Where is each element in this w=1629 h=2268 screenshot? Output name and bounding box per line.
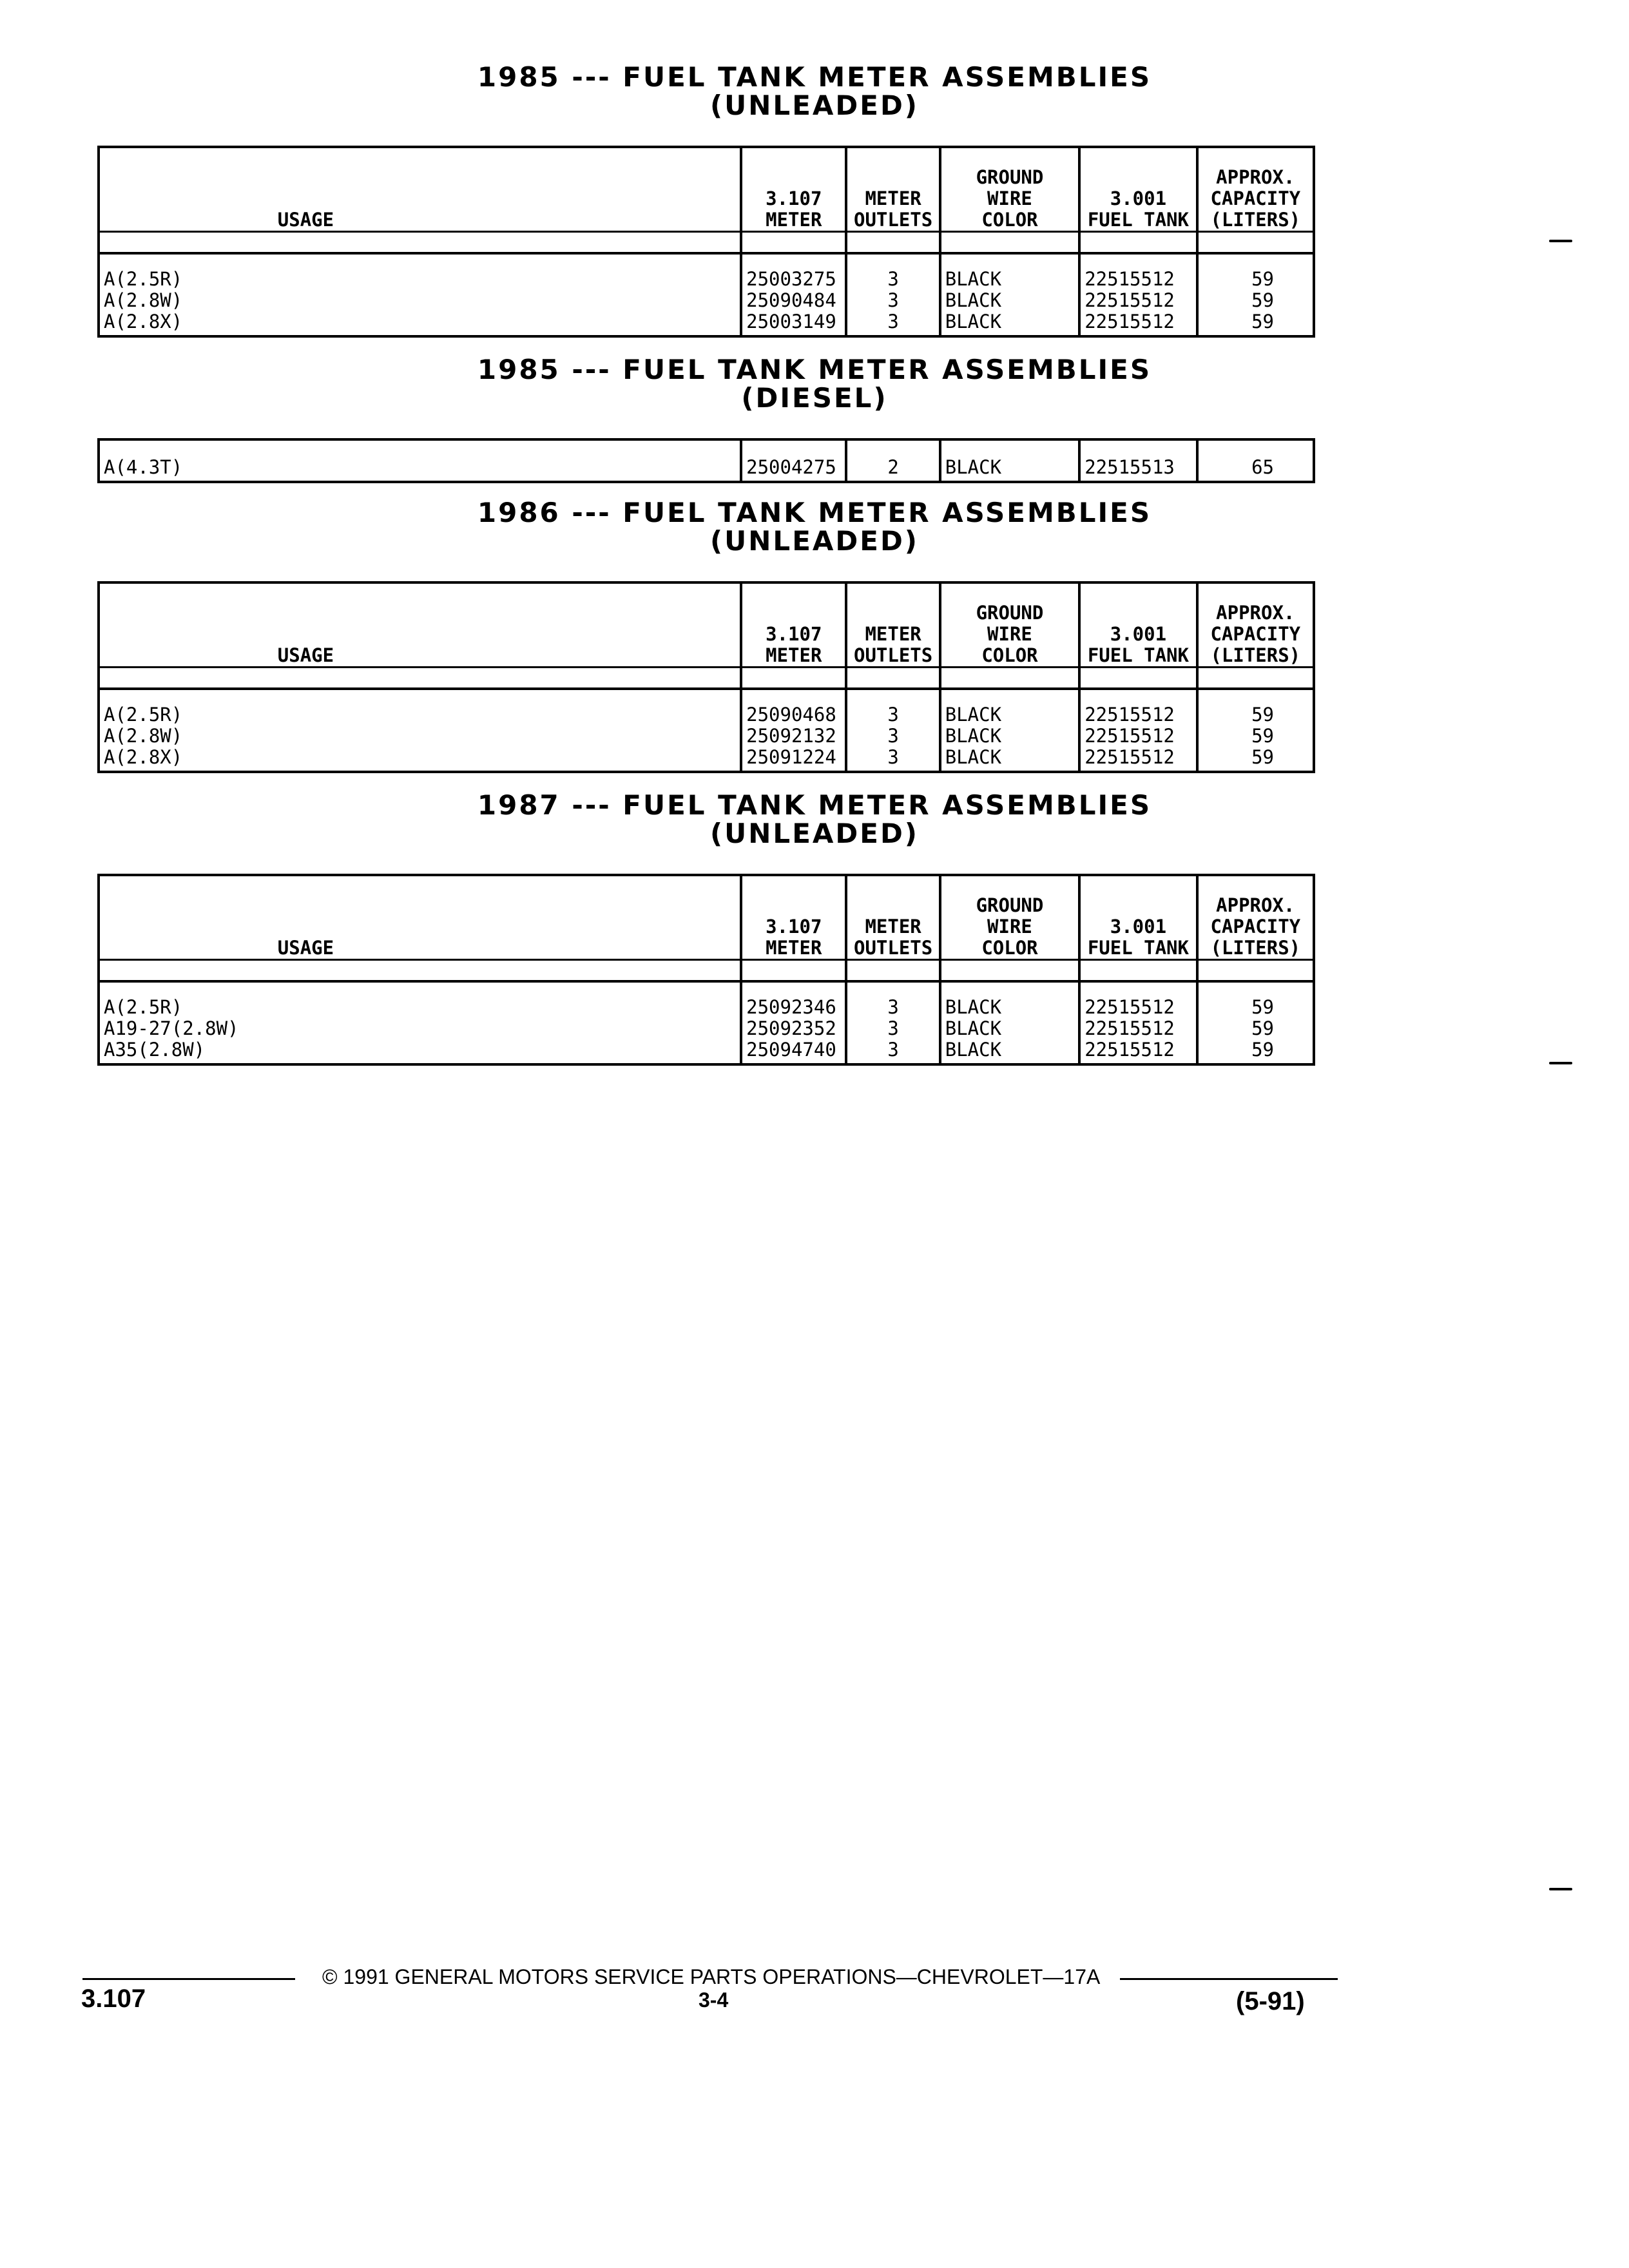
table-cell: 59 xyxy=(1197,689,1314,726)
table-cell: 25090468 xyxy=(741,689,846,726)
header-ground-wire-color: GROUND WIRE COLOR xyxy=(940,147,1079,232)
table-cell: 25092352 xyxy=(741,1018,846,1039)
table-cell: BLACK xyxy=(940,1018,1079,1039)
table-cell: BLACK xyxy=(940,689,1079,726)
table-cell: 22515512 xyxy=(1079,981,1197,1018)
table-cell: 59 xyxy=(1197,311,1314,336)
table-cell: 3 xyxy=(846,311,940,336)
table-row xyxy=(99,290,1314,311)
table-cell: 25092132 xyxy=(741,726,846,747)
table-cell: 22515512 xyxy=(1079,290,1197,311)
table-cell: BLACK xyxy=(940,311,1079,336)
section-subtitle: (DIESEL) xyxy=(741,382,888,414)
table-row xyxy=(99,981,1314,1018)
table-cell: A35(2.8W) xyxy=(99,1039,741,1064)
table-row xyxy=(99,439,1314,482)
table-cell: BLACK xyxy=(940,747,1079,772)
table-cell: A(2.8W) xyxy=(99,726,741,747)
table-cell: 22515512 xyxy=(1079,1039,1197,1064)
section-title: 1985 --- FUEL TANK METER ASSEMBLIES xyxy=(477,61,1152,93)
footer-date: (5-91) xyxy=(1236,1987,1305,2015)
meter-table-1986-unleaded xyxy=(97,581,1315,773)
header-capacity: APPROX. CAPACITY (LITERS) xyxy=(1197,582,1314,668)
table-cell: 3 xyxy=(846,253,940,290)
header-usage: USAGE xyxy=(99,147,741,232)
header-outlets: METER OUTLETS xyxy=(846,875,940,960)
table-cell: 22515512 xyxy=(1079,311,1197,336)
section-subtitle: (UNLEADED) xyxy=(709,525,920,557)
table-cell: 3 xyxy=(846,726,940,747)
table-cell: 25094740 xyxy=(741,1039,846,1064)
header-usage: USAGE xyxy=(99,582,741,668)
table-cell: 59 xyxy=(1197,253,1314,290)
table-cell: BLACK xyxy=(940,253,1079,290)
section-title: 1987 --- FUEL TANK METER ASSEMBLIES xyxy=(477,789,1152,821)
table-cell: 25090484 xyxy=(741,290,846,311)
header-spacer-row xyxy=(99,232,1314,254)
section-title-1985-diesel xyxy=(0,356,1629,412)
table-row xyxy=(99,726,1314,747)
table-cell: A(2.8W) xyxy=(99,290,741,311)
table-cell: A19-27(2.8W) xyxy=(99,1018,741,1039)
table-row xyxy=(99,747,1314,772)
header-meter: 3.107 METER xyxy=(741,147,846,232)
table-row xyxy=(99,689,1314,726)
table-cell: A(4.3T) xyxy=(99,439,741,482)
meter-table-1985-unleaded xyxy=(97,146,1315,338)
section-subtitle: (UNLEADED) xyxy=(709,90,920,121)
footer-copyright: © 1991 GENERAL MOTORS SERVICE PARTS OPERATIONS—CHEVROLET—17A xyxy=(322,1965,1101,1988)
table-header-row xyxy=(99,147,1314,232)
table-cell: 59 xyxy=(1197,290,1314,311)
header-usage: USAGE xyxy=(99,875,741,960)
table-row xyxy=(99,1018,1314,1039)
section-title: 1985 --- FUEL TANK METER ASSEMBLIES xyxy=(477,354,1152,385)
header-spacer-row xyxy=(99,960,1314,982)
header-fuel-tank: 3.001 FUEL TANK xyxy=(1079,875,1197,960)
table-cell: 22515512 xyxy=(1079,253,1197,290)
section-title-1985-unleaded xyxy=(0,63,1629,120)
table-cell: 25003275 xyxy=(741,253,846,290)
table-cell: BLACK xyxy=(940,1039,1079,1064)
margin-mark xyxy=(1549,1888,1572,1890)
table-cell: 22515512 xyxy=(1079,689,1197,726)
table-row xyxy=(99,311,1314,336)
table-cell: BLACK xyxy=(940,439,1079,482)
footer-page-number: 3-4 xyxy=(699,1988,729,2012)
header-fuel-tank: 3.001 FUEL TANK xyxy=(1079,582,1197,668)
table-cell: 65 xyxy=(1197,439,1314,482)
section-title: 1986 --- FUEL TANK METER ASSEMBLIES xyxy=(477,497,1152,528)
table-cell: 25091224 xyxy=(741,747,846,772)
table-cell: 22515512 xyxy=(1079,1018,1197,1039)
table-cell: 3 xyxy=(846,689,940,726)
footer-rule-left xyxy=(82,1978,295,1980)
table-cell: 59 xyxy=(1197,1018,1314,1039)
table-header-row xyxy=(99,875,1314,960)
table-header-row xyxy=(99,582,1314,668)
table-row xyxy=(99,1039,1314,1064)
header-ground-wire-color: GROUND WIRE COLOR xyxy=(940,582,1079,668)
header-outlets: METER OUTLETS xyxy=(846,582,940,668)
table-cell: 59 xyxy=(1197,726,1314,747)
footer-rule-right xyxy=(1120,1978,1338,1980)
table-cell: BLACK xyxy=(940,290,1079,311)
header-fuel-tank: 3.001 FUEL TANK xyxy=(1079,147,1197,232)
header-outlets: METER OUTLETS xyxy=(846,147,940,232)
table-cell: A(2.5R) xyxy=(99,689,741,726)
table-cell: 25004275 xyxy=(741,439,846,482)
header-capacity: APPROX. CAPACITY (LITERS) xyxy=(1197,875,1314,960)
table-cell: 22515512 xyxy=(1079,726,1197,747)
header-ground-wire-color: GROUND WIRE COLOR xyxy=(940,875,1079,960)
table-cell: 3 xyxy=(846,290,940,311)
table-cell: 59 xyxy=(1197,747,1314,772)
meter-table-1987-unleaded xyxy=(97,874,1315,1066)
header-meter: 3.107 METER xyxy=(741,582,846,668)
table-cell: 25003149 xyxy=(741,311,846,336)
margin-mark xyxy=(1549,240,1572,242)
table-cell: 3 xyxy=(846,1018,940,1039)
meter-table-1985-diesel xyxy=(97,438,1315,483)
table-cell: 25092346 xyxy=(741,981,846,1018)
footer-section-number: 3.107 xyxy=(81,1984,146,2013)
table-cell: 3 xyxy=(846,981,940,1018)
table-cell: 3 xyxy=(846,1039,940,1064)
table-cell: BLACK xyxy=(940,726,1079,747)
table-cell: 2 xyxy=(846,439,940,482)
table-cell: 59 xyxy=(1197,1039,1314,1064)
section-title-1986-unleaded xyxy=(0,499,1629,555)
table-cell: 22515513 xyxy=(1079,439,1197,482)
table-cell: A(2.5R) xyxy=(99,981,741,1018)
table-row xyxy=(99,253,1314,290)
table-cell: A(2.8X) xyxy=(99,311,741,336)
table-cell: 22515512 xyxy=(1079,747,1197,772)
table-cell: A(2.8X) xyxy=(99,747,741,772)
table-cell: A(2.5R) xyxy=(99,253,741,290)
section-title-1987-unleaded xyxy=(0,791,1629,848)
table-cell: BLACK xyxy=(940,981,1079,1018)
header-spacer-row xyxy=(99,668,1314,689)
section-subtitle: (UNLEADED) xyxy=(709,818,920,849)
table-cell: 59 xyxy=(1197,981,1314,1018)
header-capacity: APPROX. CAPACITY (LITERS) xyxy=(1197,147,1314,232)
table-cell: 3 xyxy=(846,747,940,772)
header-meter: 3.107 METER xyxy=(741,875,846,960)
margin-mark xyxy=(1549,1062,1572,1064)
